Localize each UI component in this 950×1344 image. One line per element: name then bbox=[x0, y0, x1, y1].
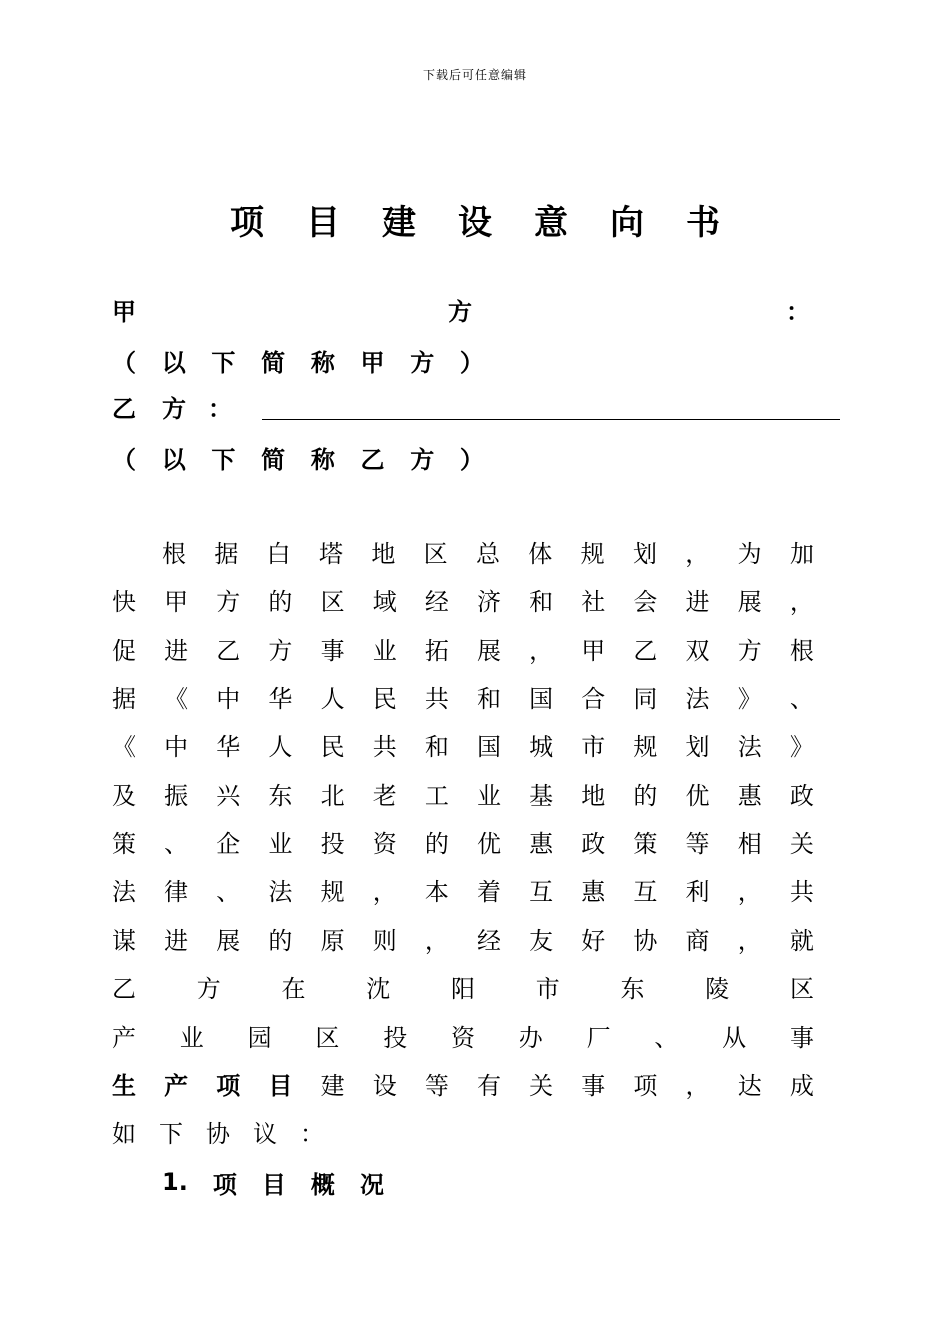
document-title bbox=[0, 195, 950, 244]
title-char: 项 bbox=[230, 203, 264, 243]
body-char: 同 bbox=[633, 685, 658, 713]
body-char: 本 bbox=[424, 878, 449, 906]
section-char: 况 bbox=[359, 1170, 384, 1199]
body-char: 律 bbox=[164, 878, 189, 906]
alias-char: 甲 bbox=[360, 348, 385, 377]
body-char: 议 bbox=[253, 1120, 277, 1148]
alias-char: 称 bbox=[310, 445, 335, 474]
body-char: 事 bbox=[789, 1024, 814, 1052]
body-char: 协 bbox=[633, 927, 658, 955]
title-char: 目 bbox=[306, 203, 340, 243]
body-char: 划 bbox=[685, 733, 710, 761]
body-char: 办 bbox=[518, 1024, 543, 1052]
body-char: 陵 bbox=[705, 975, 730, 1003]
party-b-label-2: 方 bbox=[162, 395, 186, 423]
body-char: 甲 bbox=[581, 637, 606, 665]
body-char: 及 bbox=[112, 782, 136, 810]
body-char: ， bbox=[685, 1072, 710, 1100]
section-char: 项 bbox=[212, 1170, 237, 1199]
body-char: 根 bbox=[162, 540, 186, 568]
body-char: 成 bbox=[789, 1072, 814, 1100]
body-char: 优 bbox=[476, 830, 501, 858]
body-line bbox=[112, 679, 814, 719]
body-line-last bbox=[112, 1114, 324, 1154]
body-char: 投 bbox=[383, 1024, 408, 1052]
body-char: 国 bbox=[529, 685, 554, 713]
body-char: 体 bbox=[528, 540, 553, 568]
body-char: 的 bbox=[424, 830, 449, 858]
body-char: 产 bbox=[164, 1072, 189, 1100]
body-char: 方 bbox=[268, 637, 293, 665]
alias-char: 方 bbox=[410, 445, 435, 474]
body-char: 据 bbox=[214, 540, 239, 568]
body-char: 设 bbox=[372, 1072, 397, 1100]
body-char: ， bbox=[789, 588, 814, 616]
body-char: 方 bbox=[216, 588, 241, 616]
body-char: 事 bbox=[581, 1072, 606, 1100]
body-char: 方 bbox=[737, 637, 762, 665]
body-line bbox=[112, 921, 814, 961]
body-char: 阳 bbox=[451, 975, 475, 1003]
body-char: 快 bbox=[112, 588, 136, 616]
party-a-alias bbox=[112, 340, 484, 380]
body-char: 政 bbox=[789, 782, 814, 810]
body-char: 根 bbox=[789, 637, 814, 665]
body-char: 经 bbox=[424, 588, 449, 616]
body-char: 乙 bbox=[112, 975, 136, 1003]
body-char: 沈 bbox=[366, 975, 391, 1003]
body-char: 业 bbox=[372, 637, 397, 665]
body-line bbox=[112, 872, 814, 912]
body-char: 法 bbox=[737, 733, 762, 761]
body-char: 和 bbox=[476, 685, 501, 713]
party-b-label-1: 乙 bbox=[112, 395, 136, 423]
body-char: 共 bbox=[424, 685, 449, 713]
body-char: 等 bbox=[424, 1072, 449, 1100]
body-char: 、 bbox=[216, 878, 241, 906]
alias-char: ） bbox=[459, 445, 484, 474]
body-char: 为 bbox=[737, 540, 762, 568]
title-char: 书 bbox=[686, 203, 720, 243]
body-char: 下 bbox=[159, 1120, 183, 1148]
body-char: 会 bbox=[633, 588, 658, 616]
section-number: 1. bbox=[162, 1168, 188, 1196]
body-char: 促 bbox=[112, 637, 136, 665]
alias-char: （ bbox=[112, 348, 136, 377]
body-char: 人 bbox=[268, 733, 293, 761]
body-char: 中 bbox=[216, 685, 241, 713]
body-char: 展 bbox=[216, 927, 241, 955]
section-char: 目 bbox=[261, 1170, 286, 1199]
body-char: 策 bbox=[633, 830, 658, 858]
body-char: 区 bbox=[790, 975, 814, 1003]
body-char: 业 bbox=[268, 830, 293, 858]
body-char: 方 bbox=[196, 975, 221, 1003]
body-char: 商 bbox=[685, 927, 710, 955]
body-line bbox=[112, 969, 814, 1009]
body-line bbox=[112, 824, 814, 864]
body-char: 市 bbox=[581, 733, 606, 761]
body-char: 地 bbox=[581, 782, 606, 810]
body-char: 法 bbox=[685, 685, 710, 713]
body-char: 东 bbox=[268, 782, 293, 810]
body-line bbox=[112, 727, 814, 767]
body-char: 基 bbox=[529, 782, 554, 810]
alias-char: （ bbox=[112, 445, 136, 474]
body-char: 达 bbox=[737, 1072, 762, 1100]
body-char: ， bbox=[737, 878, 762, 906]
body-char: 产 bbox=[112, 1024, 136, 1052]
section-char: 概 bbox=[310, 1170, 335, 1199]
body-char: 如 bbox=[112, 1120, 136, 1148]
body-char: 、 bbox=[654, 1024, 679, 1052]
alias-char: 乙 bbox=[360, 445, 385, 474]
body-char: 项 bbox=[633, 1072, 658, 1100]
party-a-label-2: 方 bbox=[448, 298, 472, 326]
body-char: 华 bbox=[216, 733, 241, 761]
title-char: 建 bbox=[382, 203, 416, 243]
body-char: 市 bbox=[535, 975, 560, 1003]
body-char: 和 bbox=[529, 588, 554, 616]
body-char: 进 bbox=[685, 588, 710, 616]
body-char: 的 bbox=[268, 588, 293, 616]
body-char: 业 bbox=[179, 1024, 204, 1052]
body-char: 》 bbox=[789, 733, 814, 761]
body-char: 事 bbox=[320, 637, 345, 665]
body-char: 法 bbox=[268, 878, 293, 906]
body-char: 《 bbox=[112, 733, 136, 761]
title-char: 向 bbox=[610, 203, 644, 243]
body-char: 资 bbox=[450, 1024, 475, 1052]
body-char: 据 bbox=[112, 685, 136, 713]
body-char: ， bbox=[529, 637, 554, 665]
body-char: 济 bbox=[476, 588, 501, 616]
body-char: 加 bbox=[789, 540, 814, 568]
body-line bbox=[112, 1018, 814, 1058]
body-char: 业 bbox=[476, 782, 501, 810]
body-char: 建 bbox=[320, 1072, 345, 1100]
alias-char: 简 bbox=[261, 348, 286, 377]
party-b-colon: ： bbox=[208, 395, 232, 423]
body-char: 双 bbox=[685, 637, 710, 665]
body-char: 政 bbox=[581, 830, 606, 858]
body-char: 优 bbox=[685, 782, 710, 810]
body-char: 》 bbox=[737, 685, 762, 713]
body-char: 区 bbox=[320, 588, 345, 616]
body-char: 从 bbox=[722, 1024, 747, 1052]
body-char: 、 bbox=[164, 830, 189, 858]
body-char: 生 bbox=[112, 1072, 136, 1100]
body-char: 地 bbox=[371, 540, 396, 568]
body-char: 投 bbox=[320, 830, 345, 858]
body-char: 企 bbox=[216, 830, 241, 858]
body-char: 区 bbox=[315, 1024, 340, 1052]
alias-char: ） bbox=[459, 348, 484, 377]
body-char: 合 bbox=[581, 685, 606, 713]
body-char: 相 bbox=[737, 830, 762, 858]
body-char: 惠 bbox=[581, 878, 606, 906]
body-line bbox=[112, 582, 814, 622]
body-char: 资 bbox=[372, 830, 397, 858]
body-char: 乙 bbox=[216, 637, 241, 665]
body-char: 规 bbox=[580, 540, 605, 568]
body-char: 互 bbox=[633, 878, 658, 906]
party-b-name-field[interactable] bbox=[262, 419, 840, 420]
body-line bbox=[112, 776, 814, 816]
body-char: 项 bbox=[216, 1072, 241, 1100]
body-char: 规 bbox=[320, 878, 345, 906]
body-char: 振 bbox=[164, 782, 189, 810]
body-char: 利 bbox=[685, 878, 710, 906]
body-char: 经 bbox=[476, 927, 501, 955]
body-char: 好 bbox=[581, 927, 606, 955]
body-char: 友 bbox=[529, 927, 554, 955]
body-char: 塔 bbox=[318, 540, 343, 568]
alias-char: 以 bbox=[161, 445, 186, 474]
body-char: 白 bbox=[266, 540, 291, 568]
body-char: 甲 bbox=[164, 588, 189, 616]
body-char: ， bbox=[685, 540, 710, 568]
body-char: 则 bbox=[372, 927, 397, 955]
body-char: 策 bbox=[112, 830, 136, 858]
body-char: 协 bbox=[206, 1120, 230, 1148]
body-char: 惠 bbox=[737, 782, 762, 810]
body-char: 东 bbox=[620, 975, 645, 1003]
header-note: 下载后可任意编辑 bbox=[422, 68, 527, 82]
body-char: 《 bbox=[164, 685, 189, 713]
body-char: 进 bbox=[164, 637, 189, 665]
body-char: 谋 bbox=[112, 927, 136, 955]
body-char: 域 bbox=[372, 588, 397, 616]
body-char: 原 bbox=[320, 927, 345, 955]
alias-char: 下 bbox=[211, 348, 236, 377]
alias-char: 方 bbox=[410, 348, 435, 377]
body-char: 规 bbox=[633, 733, 658, 761]
party-b-alias bbox=[112, 437, 484, 477]
body-line bbox=[112, 1066, 814, 1106]
body-char: 中 bbox=[164, 733, 189, 761]
body-char: 总 bbox=[475, 540, 500, 568]
title-char: 设 bbox=[458, 203, 492, 243]
body-line bbox=[162, 534, 814, 574]
body-char: 社 bbox=[581, 588, 606, 616]
body-char: ， bbox=[424, 927, 449, 955]
body-char: 厂 bbox=[586, 1024, 611, 1052]
body-char: 惠 bbox=[529, 830, 554, 858]
body-char: 城 bbox=[529, 733, 554, 761]
body-char: 兴 bbox=[216, 782, 241, 810]
body-char: 等 bbox=[685, 830, 710, 858]
body-char: 人 bbox=[320, 685, 345, 713]
body-char: ， bbox=[372, 878, 397, 906]
body-char: ： bbox=[300, 1120, 324, 1148]
body-char: 划 bbox=[632, 540, 657, 568]
body-char: 的 bbox=[633, 782, 658, 810]
body-char: ， bbox=[737, 927, 762, 955]
alias-char: 称 bbox=[310, 348, 335, 377]
body-char: 拓 bbox=[424, 637, 449, 665]
alias-char: 下 bbox=[211, 445, 236, 474]
body-char: 的 bbox=[268, 927, 293, 955]
body-char: 民 bbox=[320, 733, 345, 761]
section-heading bbox=[162, 1162, 384, 1202]
alias-char: 以 bbox=[161, 348, 186, 377]
body-char: 关 bbox=[789, 830, 814, 858]
body-char: 民 bbox=[372, 685, 397, 713]
body-char: 展 bbox=[476, 637, 501, 665]
body-char: 目 bbox=[268, 1072, 293, 1100]
body-char: 园 bbox=[247, 1024, 272, 1052]
body-char: 、 bbox=[789, 685, 814, 713]
body-char: 法 bbox=[112, 878, 136, 906]
body-char: 区 bbox=[423, 540, 448, 568]
party-a-label-1: 甲 bbox=[112, 298, 136, 326]
body-char: 就 bbox=[789, 927, 814, 955]
body-char: 互 bbox=[529, 878, 554, 906]
alias-char: 简 bbox=[261, 445, 286, 474]
body-char: 国 bbox=[476, 733, 501, 761]
body-char: 展 bbox=[737, 588, 762, 616]
body-char: 华 bbox=[268, 685, 293, 713]
body-char: 进 bbox=[164, 927, 189, 955]
body-char: 着 bbox=[476, 878, 501, 906]
body-char: 关 bbox=[529, 1072, 554, 1100]
body-char: 工 bbox=[424, 782, 449, 810]
body-char: 共 bbox=[372, 733, 397, 761]
body-char: 老 bbox=[372, 782, 397, 810]
body-char: 北 bbox=[320, 782, 345, 810]
body-char: 有 bbox=[476, 1072, 501, 1100]
title-char: 意 bbox=[534, 203, 568, 243]
body-char: 和 bbox=[424, 733, 449, 761]
body-char: 共 bbox=[789, 878, 814, 906]
body-char: 乙 bbox=[633, 637, 658, 665]
body-line bbox=[112, 631, 814, 671]
party-a-colon: ： bbox=[786, 298, 810, 326]
body-char: 在 bbox=[281, 975, 306, 1003]
